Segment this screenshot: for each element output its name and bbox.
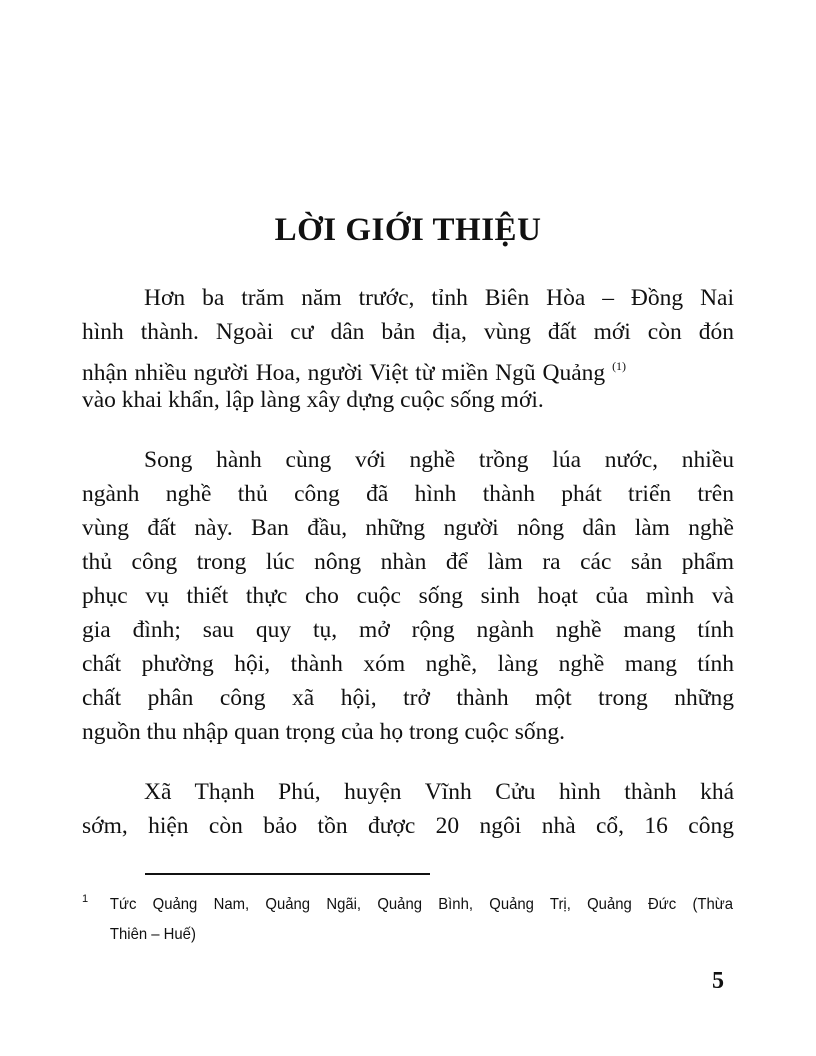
- footnote-divider: [145, 873, 430, 875]
- text-line-with-ref: [82, 349, 734, 386]
- text-line: ngành nghề thủ công đã hình thành phát triển trên: [82, 481, 734, 507]
- footnote: [82, 890, 734, 950]
- text-line: gia đình; sau quy tụ, mở rộng ngành nghề mang tính: [82, 617, 734, 643]
- text-line: thủ công trong lúc nông nhàn để làm ra các sản phẩm: [82, 549, 734, 575]
- text-line: chất phường hội, thành xóm nghề, làng nghề mang tính: [82, 651, 734, 677]
- text-line: chất phân công xã hội, trở thành một trong những: [82, 685, 734, 711]
- footnote-mark: 1: [82, 893, 89, 905]
- text-line: Hơn ba trăm năm trước, tỉnh Biên Hòa – Đồng Nai: [144, 285, 734, 311]
- text-line: nguồn thu nhập quan trọng của họ trong cuộc sống.: [82, 719, 565, 745]
- footnote-line: Tức Quảng Nam, Quảng Ngãi, Quảng Bình, Quảng Trị, Quảng Đức (Thừa: [109, 896, 733, 913]
- page-title: LỜI GIỚI THIỆU: [274, 212, 542, 248]
- text-line: hình thành. Ngoài cư dân bản địa, vùng đất mới còn đón: [82, 319, 734, 345]
- text-line: Song hành cùng với nghề trồng lúa nước, nhiều: [144, 447, 734, 473]
- footnote-ref: (1): [612, 359, 627, 373]
- text-line: Xã Thạnh Phú, huyện Vĩnh Cửu hình thành khá: [144, 779, 734, 805]
- text-line: vùng đất này. Ban đầu, những người nông dân làm nghề: [82, 515, 734, 541]
- text-line: phục vụ thiết thực cho cuộc sống sinh hoạt của mình và: [82, 583, 734, 609]
- text-line: nhận nhiều người Hoa, người Việt từ miền Ngũ Quảng: [82, 360, 606, 386]
- paragraph-1: [82, 281, 734, 417]
- text-line: vào khai khẩn, lập làng xây dựng cuộc sống mới.: [82, 387, 544, 413]
- paragraph-3: [82, 775, 734, 843]
- text-line: sớm, hiện còn bảo tồn được 20 ngôi nhà cổ, 16 công: [82, 813, 734, 839]
- footnote-line: Thiên – Huế): [109, 926, 196, 943]
- paragraph-2: [82, 443, 734, 749]
- page-number: 5: [712, 968, 724, 994]
